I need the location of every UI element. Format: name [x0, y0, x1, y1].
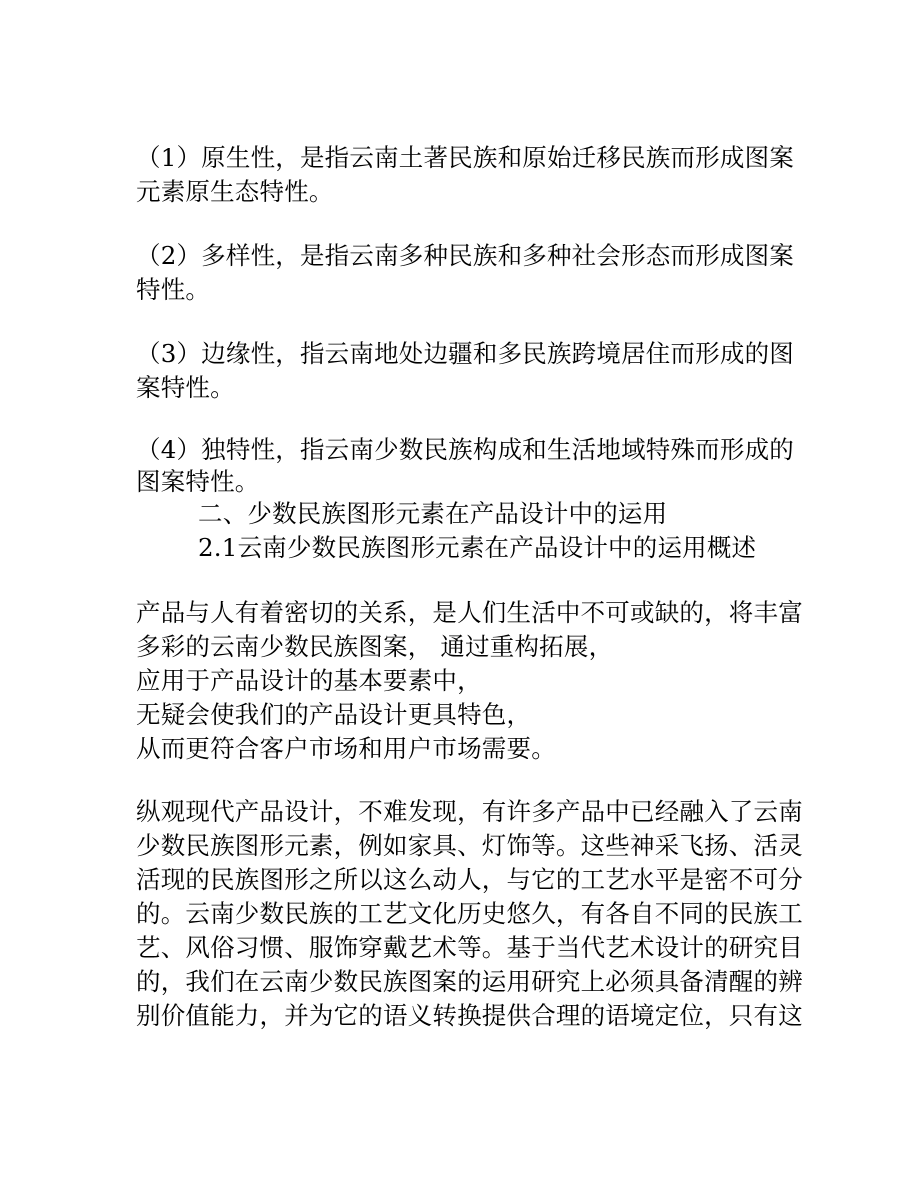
- paragraph-2-line-1: 纵观现代产品设计，不难发现，有许多产品中已经融入了云南: [136, 797, 803, 826]
- paragraph-1-line-2: 多彩的云南少数民族图案， 通过重构拓展，: [136, 632, 614, 661]
- list-item-1-line-2: 元素原生态特性。: [136, 177, 334, 206]
- list-item-2-line-1: （2）多样性，是指云南多种民族和多种社会形态而形成图案: [136, 241, 794, 270]
- list-item-3-line-2: 案特性。: [136, 373, 235, 402]
- paragraph-1-line-5: 从而更符合客户市场和用户市场需要。: [136, 734, 556, 763]
- section-heading: 二、少数民族图形元素在产品设计中的运用: [198, 499, 668, 528]
- list-item-1-line-1: （1）原生性，是指云南土著民族和原始迁移民族而形成图案: [136, 143, 794, 172]
- paragraph-2-line-4: 的。云南少数民族的工艺文化历史悠久，有各自不同的民族工: [136, 899, 803, 928]
- paragraph-1-line-3: 应用于产品设计的基本要素中，: [136, 666, 482, 695]
- paragraph-2-line-3: 活现的民族图形之所以这么动人，与它的工艺水平是密不可分: [136, 865, 803, 894]
- list-item-2-line-2: 特性。: [136, 275, 211, 304]
- paragraph-2-line-5: 艺、风俗习惯、服饰穿戴艺术等。基于当代艺术设计的研究目: [136, 933, 803, 962]
- paragraph-2-line-2: 少数民族图形元素，例如家具、灯饰等。这些神采飞扬、活灵: [136, 831, 803, 860]
- list-item-4-line-1: （4）独特性，指云南少数民族构成和生活地域特殊而形成的: [136, 435, 794, 464]
- paragraph-2-line-6: 的，我们在云南少数民族图案的运用研究上必须具备清醒的辨: [136, 967, 803, 996]
- paragraph-2-line-7: 别价值能力，并为它的语义转换提供合理的语境定位，只有这: [136, 1001, 803, 1030]
- subsection-heading: 2.1云南少数民族图形元素在产品设计中的运用概述: [198, 533, 757, 562]
- list-item-3-line-1: （3）边缘性，指云南地处边疆和多民族跨境居住而形成的图: [136, 339, 794, 368]
- list-item-4-line-2: 图案特性。: [136, 467, 260, 496]
- paragraph-1-line-4: 无疑会使我们的产品设计更具特色，: [136, 700, 532, 729]
- paragraph-1-line-1: 产品与人有着密切的关系，是人们生活中不可或缺的，将丰富: [136, 598, 803, 627]
